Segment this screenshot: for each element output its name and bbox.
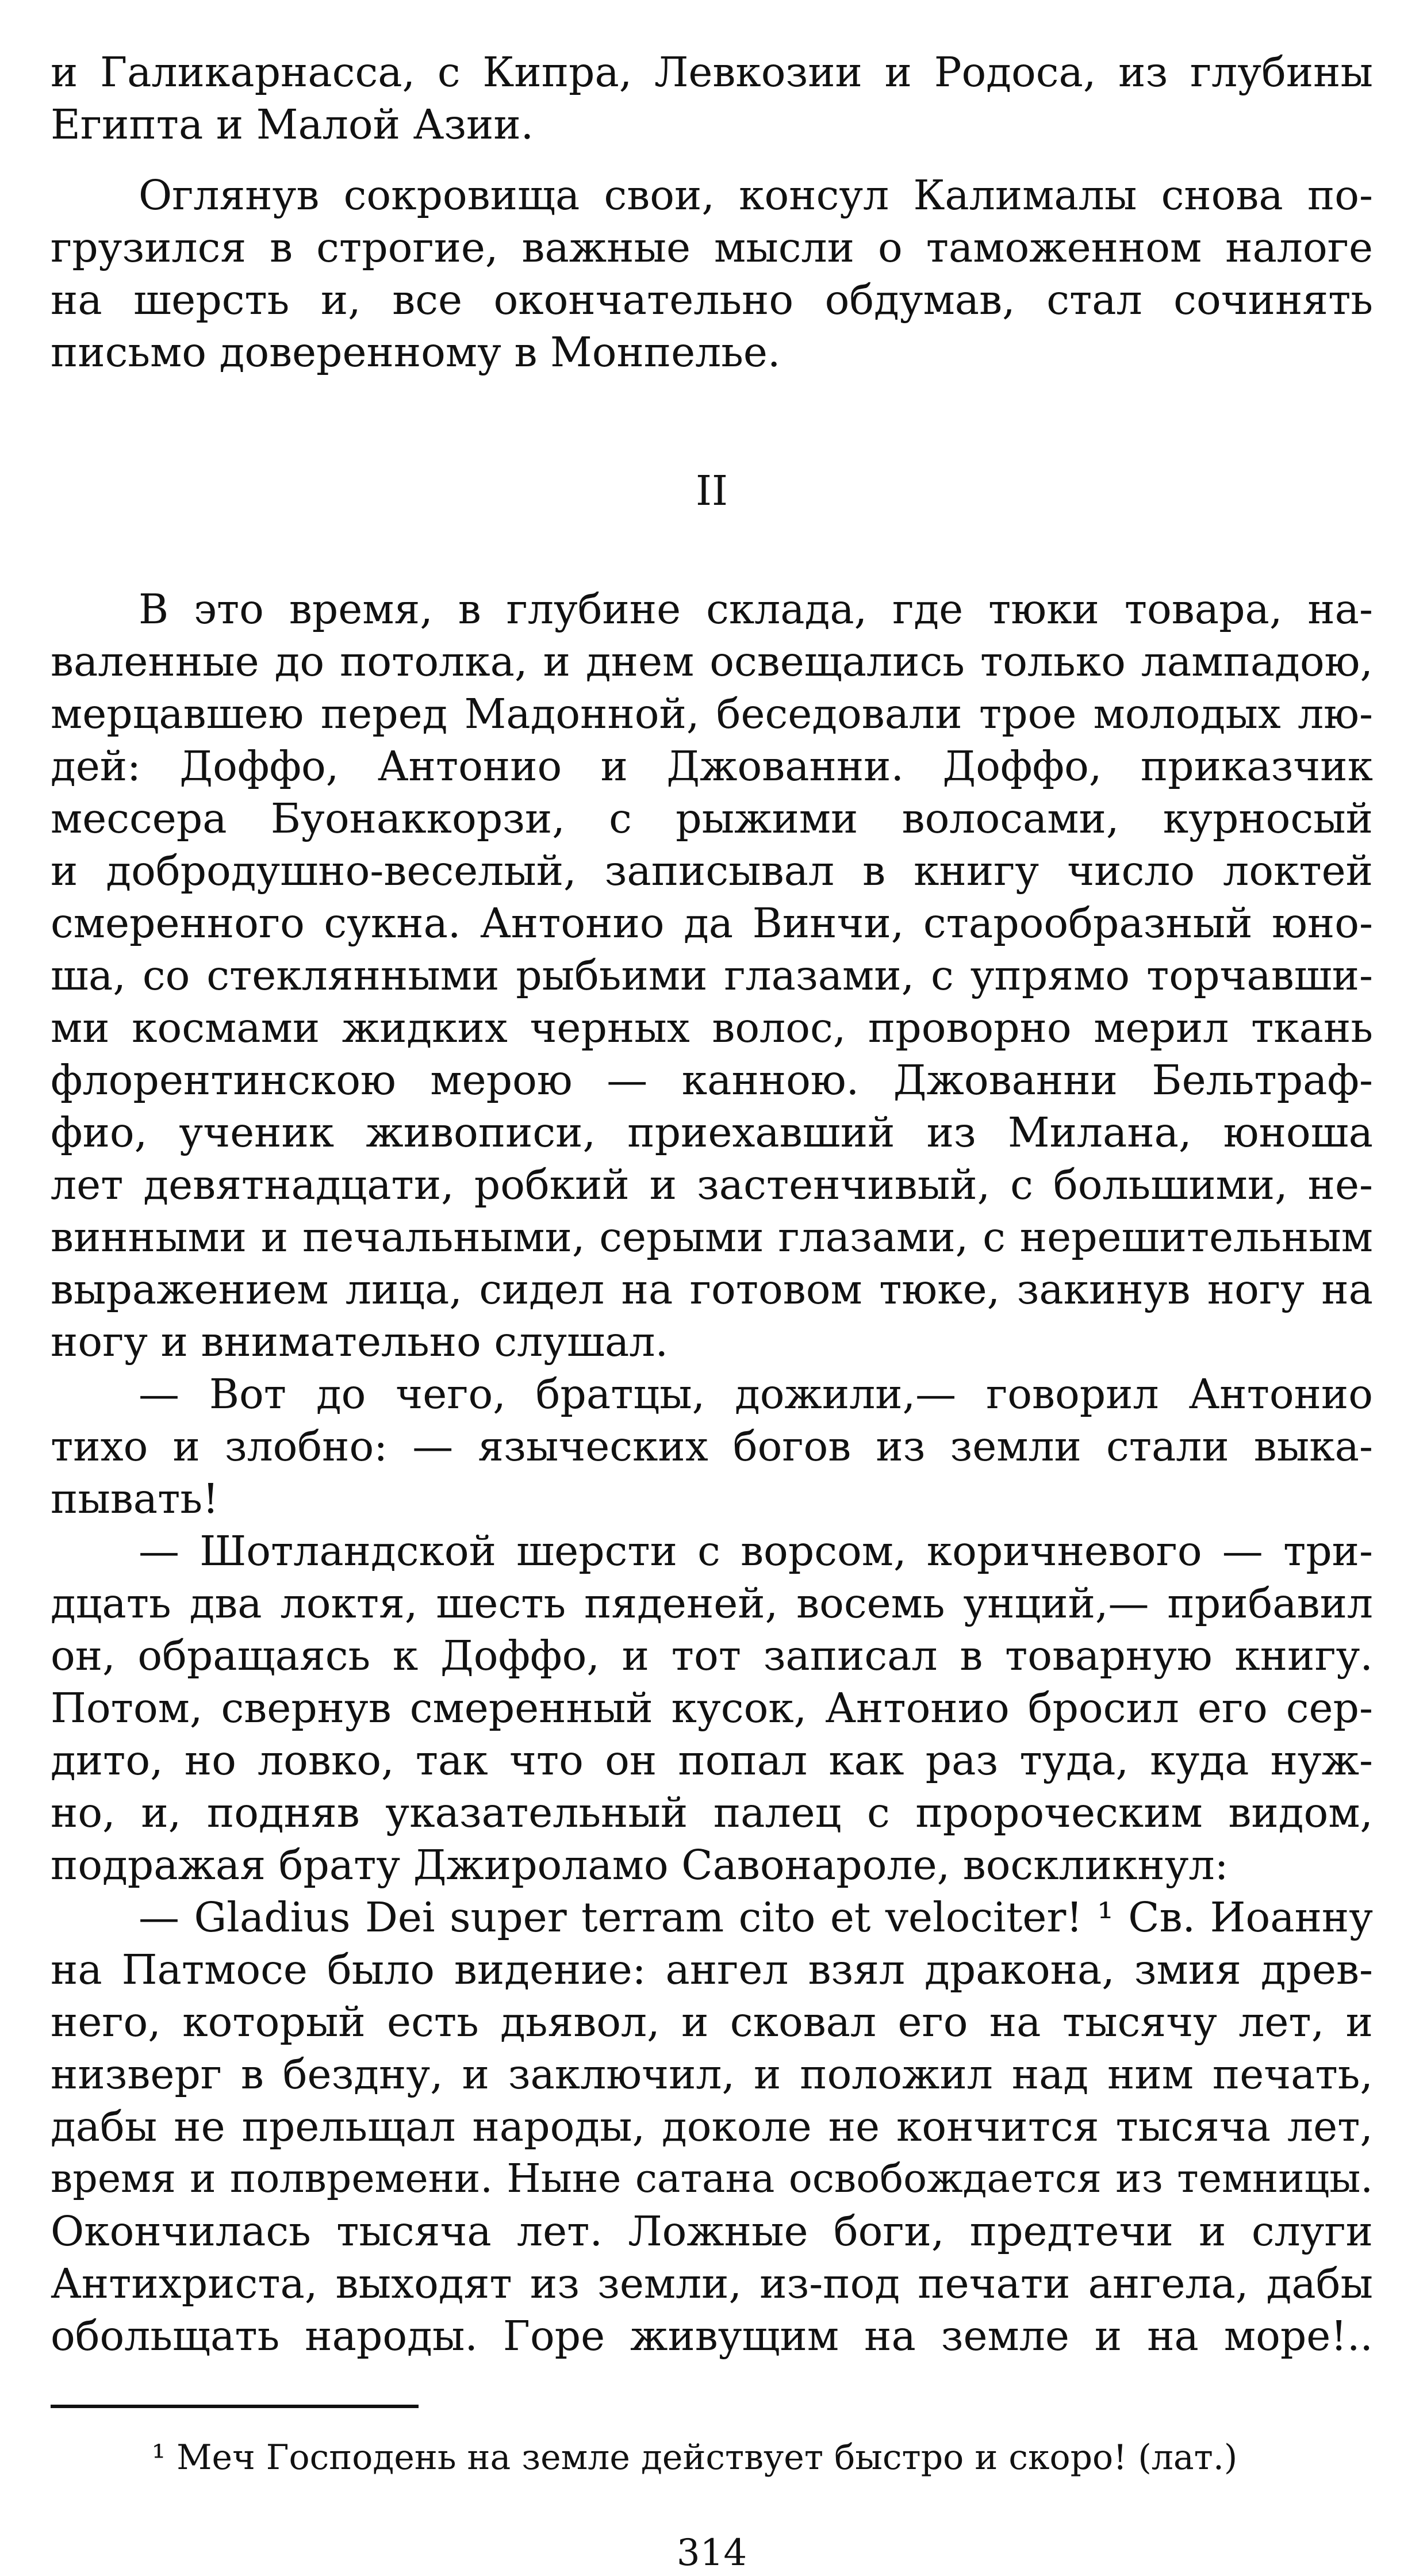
text-line: письмо доверенному в Монпелье. (51, 328, 781, 376)
footnote-divider (51, 2405, 419, 2408)
text-line: мерцавшею перед Мадонной, беседовали трое молодых лю- (51, 690, 1373, 738)
text-line: на Патмосе было видение: ангел взял дракона, змия древ- (51, 1946, 1373, 1994)
text-line: ша, со стеклянными рыбьими глазами, с упрямо торчавши- (51, 952, 1373, 999)
text-line: время и полвремени. Ныне сатана освобождается из темницы. (51, 2156, 1373, 2202)
paragraph-2 (51, 169, 1373, 378)
book-page (51, 46, 1373, 2576)
paragraph-3 (51, 583, 1373, 1368)
text-line: обольщать народы. Горе живущим на земле и на море!.. (51, 2312, 1373, 2360)
text-line: низверг в бездну, и заключил, и положил над ним печать, (51, 2050, 1373, 2098)
text-line: дцать два локтя, шесть пяденей, восемь унций,— прибавил (51, 1580, 1373, 1627)
text-line: В это время, в глубине склада, где тюки товара, на- (139, 585, 1373, 633)
section-number: II (695, 467, 728, 515)
text-line: Потом, свернув смеренный кусок, Антонио бросил его сер- (51, 1684, 1373, 1732)
text-line: пывать! (51, 1475, 219, 1523)
text-line: он, обращаясь к Доффо, и тот записал в товарную книгу. (51, 1632, 1373, 1680)
text-line: смеренного сукна. Антонио да Винчи, старообразный юно- (51, 899, 1373, 947)
paragraph-5 (51, 1525, 1373, 1891)
paragraph-6 (51, 1891, 1373, 2362)
text-line: — Шотландской шерсти с ворсом, коричневого — три- (139, 1527, 1373, 1575)
text-line: фио, ученик живописи, приехавший из Милана, юноша (51, 1109, 1373, 1156)
text-line: Окончилась тысяча лет. Ложные боги, предтечи и слуги (51, 2207, 1373, 2255)
text-line: но, и, подняв указательный палец с пророческим видом, (51, 1789, 1373, 1837)
text-line: Египта и Малой Азии. (51, 101, 534, 148)
text-line: винными и печальными, серыми глазами, с нерешительным (51, 1213, 1373, 1261)
text-line: лет девятнадцати, робкий и застенчивый, с большими, не- (51, 1161, 1373, 1209)
text-line: дито, но ловко, так что он попал как раз туда, куда нуж- (51, 1736, 1373, 1784)
footnote: ¹ Меч Господень на земле действует быстро и скоро! (лат.) (152, 2437, 1238, 2478)
text-line: грузился в строгие, важные мысли о таможенном налоге (51, 224, 1373, 271)
text-line: дей: Доффо, Антонио и Джованни. Доффо, приказчик (51, 742, 1373, 790)
text-line: подражая брату Джироламо Савонароле, воскликнул: (51, 1841, 1229, 1889)
page-number: 314 (676, 2532, 747, 2574)
paragraph-1 (51, 46, 1373, 151)
text-line: Антихриста, выходят из земли, из-под печати ангела, дабы (51, 2260, 1373, 2307)
text-line: валенные до потолка, и днем освещались только лампадою, (51, 638, 1373, 685)
paragraph-4 (51, 1368, 1373, 1525)
text-line: — Gladius Dei super terram cito et velociter! ¹ Св. Иоанну (139, 1893, 1373, 1941)
text-line: выражением лица, сидел на готовом тюке, закинув ногу на (51, 1266, 1373, 1313)
text-line: и добродушно-веселый, записывал в книгу число локтей (51, 847, 1373, 895)
text-line: флорентинскою мерою — канною. Джованни Бельтраф- (51, 1056, 1373, 1104)
text-line: ногу и внимательно слушал. (51, 1318, 669, 1366)
text-line: на шерсть и, все окончательно обдумав, стал сочинять (51, 276, 1373, 324)
text-line: ми космами жидких черных волос, проворно мерил ткань (51, 1004, 1373, 1052)
text-line: мессера Буонаккорзи, с рыжими волосами, курносый (51, 795, 1373, 842)
text-line: — Вот до чего, братцы, дожили,— говорил Антонио (139, 1370, 1373, 1418)
text-line: Оглянув сокровища свои, консул Калималы снова по- (139, 171, 1373, 219)
text-line: дабы не прельщал народы, доколе не кончится тысяча лет, (51, 2103, 1373, 2150)
text-line: него, который есть дьявол, и сковал его на тысячу лет, и (51, 1998, 1373, 2046)
text-line: тихо и злобно: — языческих богов из земли стали выка- (51, 1423, 1373, 1470)
text-line: и Галикарнасса, с Кипра, Левкозии и Родоса, из глубины (51, 48, 1373, 96)
